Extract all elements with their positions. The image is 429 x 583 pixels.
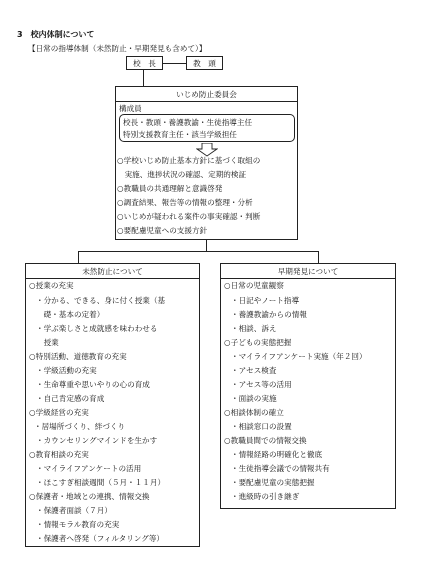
detection-line: ○教職員間での情報交換 [224, 436, 307, 445]
detection-line: ・進級時の引き継ぎ [231, 492, 300, 501]
connector-line [206, 240, 207, 251]
prevention-line: ・学ぶ楽しさと成就感を味わわせる [36, 324, 158, 333]
committee-title: いじめ防止委員会 [176, 90, 237, 99]
prevention-line: ・分かる、できる、身に付く授業（基 [36, 296, 166, 305]
prevention-line: ○教育相談の充実 [29, 450, 89, 459]
detection-line: ○日常の児童観察 [224, 281, 284, 290]
detection-line: ・生徒指導会議での情報共有 [231, 464, 330, 473]
down-arrow-icon [196, 143, 218, 157]
prevention-line: 礎・基本の定着） [36, 310, 105, 319]
detection-line: ・日記やノート指導 [231, 296, 300, 305]
duty-line: 実施、進捗状況の確認、定期的検証 [117, 170, 247, 179]
prevention-line: ・自己肯定感の育成 [36, 394, 105, 403]
section-heading: 3 校内体制について [17, 30, 95, 39]
duty-line: ○調査結果、報告等の情報の整理・分析 [117, 198, 253, 207]
prevention-line: ○保護者・地域との連携、情報交換 [29, 492, 150, 501]
members-label: 構成員 [119, 104, 142, 113]
detection-title: 早期発見について [277, 267, 339, 276]
connector-line [78, 251, 319, 252]
prevention-line: ・マイライフアンケートの活用 [36, 464, 142, 473]
principal-box [126, 56, 163, 70]
detection-line: ・養護教諭からの情報 [231, 310, 307, 319]
prevention-line: ・生命尊重や思いやりの心の育成 [36, 380, 150, 389]
member-line: 校長・教頭・養護教諭・生徒指導主任 [123, 118, 253, 127]
divider [26, 278, 199, 279]
divider [116, 101, 297, 102]
duty-line: ○教職員の共通理解と意識啓発 [117, 184, 223, 193]
prevention-line: ○特別活動、道徳教育の充実 [29, 352, 127, 361]
connector-line [318, 251, 319, 263]
detection-line: ・アセス検査 [231, 366, 277, 375]
vice-principal-label: 教 頭 [193, 59, 216, 68]
prevention-line: ○学級経営の充実 [29, 408, 89, 417]
prevention-title: 未然防止について [82, 267, 143, 276]
prevention-line: ・保護者へ啓発（フィルタリング等） [36, 534, 165, 543]
detection-box [220, 263, 396, 509]
detection-line: ・相談、訴え [231, 324, 277, 333]
member-line: 特別支援教育主任・該当学級担任 [123, 130, 237, 139]
divider [221, 278, 395, 279]
section-subheading: 【日常の指導体制（未然防止・早期発見も含めて）】 [28, 44, 207, 53]
detection-line: ・マイライフアンケート実施（年２回） [231, 352, 367, 361]
detection-line: ・相談窓口の設置 [231, 422, 292, 431]
prevention-line: ・保護者面談（７月） [36, 506, 112, 515]
connector-line [163, 63, 186, 64]
committee-box [115, 86, 298, 240]
detection-line: ・要配慮児童の実態把握 [231, 478, 315, 487]
detection-line: ○相談体制の確立 [224, 408, 284, 417]
detection-line: ○子どもの実態把握 [224, 338, 292, 347]
detection-line: ・面談の実施 [231, 394, 277, 403]
duty-line: ○要配慮児童への支援方針 [117, 226, 208, 235]
detection-line: ・情報経路の明確化と徹底 [231, 450, 323, 459]
prevention-line: ・ほこすぎ相談週間（５月・１１月） [36, 478, 166, 487]
principal-label: 校 長 [133, 59, 156, 68]
detection-line: ・アセス等の活用 [231, 380, 292, 389]
prevention-line: ・居場所づくり、絆づくり [34, 422, 126, 431]
duty-line: ○いじめが疑われる案件の事実確認・判断 [117, 212, 261, 221]
connector-line [143, 70, 144, 86]
members-box [119, 114, 295, 142]
vice-principal-box [186, 56, 223, 70]
prevention-line: ・カウンセリングマインドを生かす [36, 436, 158, 445]
prevention-line: ・学級活動の充実 [36, 366, 97, 375]
prevention-line: 授業 [36, 338, 59, 347]
prevention-line: ○授業の充実 [29, 281, 74, 290]
prevention-line: ・情報モラル教育の充実 [36, 520, 120, 529]
duty-line: ○学校いじめ防止基本方針に基づく取組の [117, 156, 261, 165]
connector-line [78, 251, 79, 263]
prevention-box [25, 263, 200, 547]
